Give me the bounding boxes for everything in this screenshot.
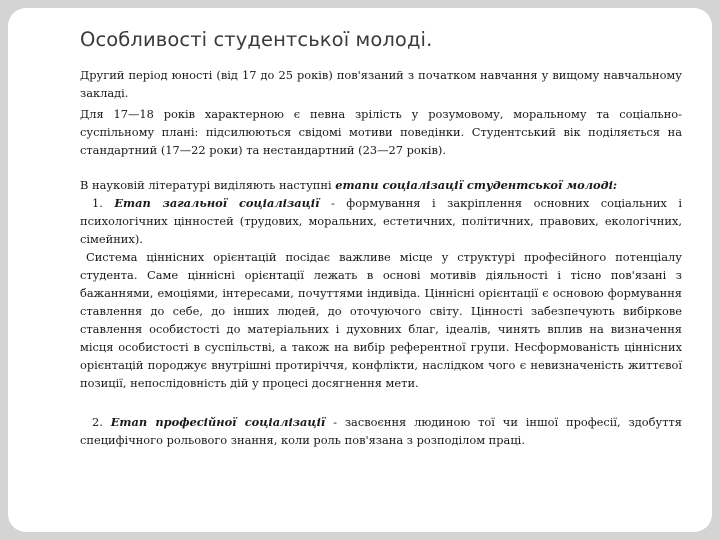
slide bbox=[8, 8, 712, 532]
slide-content bbox=[80, 66, 682, 449]
paragraph-stage-general bbox=[80, 194, 682, 248]
stages-intro-text: В науковій літературі виділяють наступні bbox=[80, 178, 336, 192]
paragraph-second-youth-period: Другий період юності (від 17 до 25 років) пов'язаний з початком навчання у вищому навчальному закладі. bbox=[80, 68, 682, 100]
paragraph-student-age: Для 17—18 років характерною є певна зрілість у розумовому, моральному та соціально-суспільному плані: підсилюються свідомі мотиви поведінки. Студентський вік поділяється на стандартний (17—22 роки) та нестандартний (23—27 років). bbox=[80, 107, 682, 157]
paragraph-stage-professional bbox=[80, 413, 682, 449]
stage-professional-term: Етап професійної соціалізації bbox=[110, 415, 326, 429]
stage-professional-text: - засвоєння людиною тої чи іншої професії, здобуття специфічного рольового знання, коли роль пов'язана з розподілом праці. bbox=[80, 415, 682, 447]
stage-general-text: - формування і закріплення основних соціальних і психологічних цінностей (трудових, моральних, естетичних, політичних, правових, екологічних, сімейних). bbox=[80, 196, 682, 246]
stage-general-term: Етап загальної соціалізації bbox=[114, 196, 320, 210]
stage-general-number: 1. bbox=[92, 196, 115, 210]
paragraph-value-orientations: Система ціннісних орієнтацій посідає важливе місце у структурі професійного потенціалу студента. Саме ціннісні орієнтації лежать в основі мотивів діяльності і тісно пов'язані з бажаннями, емоціями, інтересами, почуттями індивіда. Ціннісні орієнтації є основою формування ставлення до себе, до інших людей, до оточуючого світу. Цінності забезпечують вибіркове ставлення особистості до матеріальних і духовних благ, ідеалів, чинять вплив на визначення місця особистості в суспільстві, а також на вибір референтної групи. Несформованість ціннісних орієнтацій породжує внутрішні протиріччя, конфлікти, наслідком чого є невизначеність життєвої позиції, непослідовність дій у процесі досягнення мети. bbox=[80, 250, 682, 390]
stage-professional-number: 2. bbox=[92, 415, 111, 429]
slide-title: Особливості студентської молоді. bbox=[80, 28, 433, 51]
paragraph-socialization-stages-intro bbox=[80, 176, 682, 194]
stages-term: етапи соціалізації студентської молоді: bbox=[335, 178, 618, 192]
